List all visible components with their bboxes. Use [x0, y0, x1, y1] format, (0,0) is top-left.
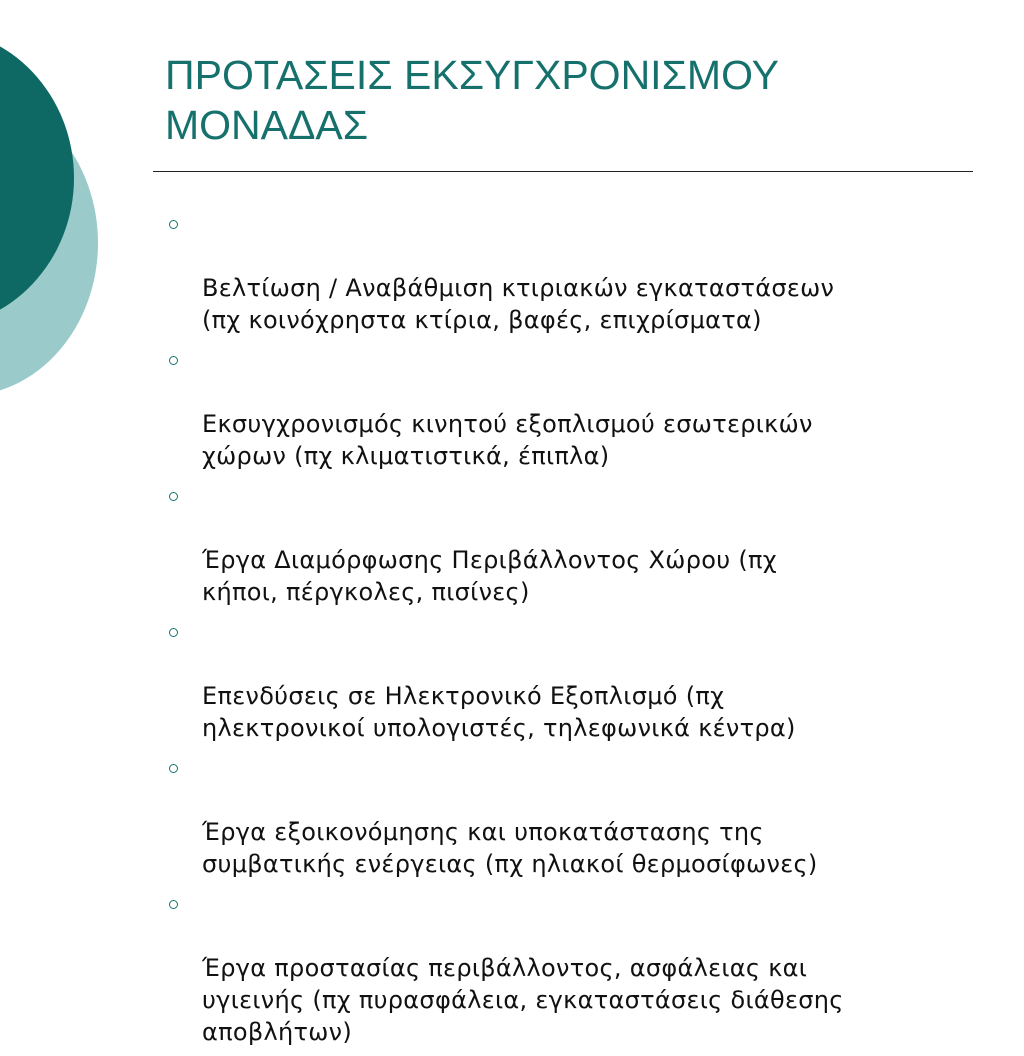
bullet-list [165, 208, 955, 1056]
bullet-item [165, 616, 955, 744]
bullet-circle-icon [169, 356, 178, 365]
bullet-circle-icon [169, 492, 178, 501]
bullet-text: Έργα Διαμόρφωσης Περιβάλλοντος Χώρου (πχ κήποι, πέργκολες, πισίνες) [202, 546, 777, 606]
bullet-item [165, 480, 955, 608]
bullet-text: Έργα εξοικονόμησης και υποκατάστασης της συμβατικής ενέργειας (πχ ηλιακοί θερμοσίφωνες) [202, 818, 818, 878]
bullet-text: Επενδύσεις σε Ηλεκτρονικό Εξοπλισμό (πχ ηλεκτρονικοί υπολογιστές, τηλεφωνικά κέντρα) [202, 682, 796, 742]
bullet-circle-icon [169, 764, 178, 773]
bullet-item [165, 344, 955, 472]
bullet-circle-icon [169, 628, 178, 637]
bullet-text: Εκσυγχρονισμός κινητού εξοπλισμού εσωτερικών χώρων (πχ κλιματιστικά, έπιπλα) [202, 410, 813, 470]
bullet-item [165, 888, 955, 1048]
title-divider [153, 171, 973, 172]
slide-title: ΠΡΟΤΑΣΕΙΣ ΕΚΣΥΓΧΡΟΝΙΣΜΟΥ ΜΟΝΑΔΑΣ [165, 52, 779, 148]
bullet-circle-icon [169, 900, 178, 909]
bullet-circle-icon [169, 220, 178, 229]
bullet-item [165, 208, 955, 336]
bullet-text: Βελτίωση / Αναβάθμιση κτιριακών εγκαταστάσεων (πχ κοινόχρηστα κτίρια, βαφές, επιχρίσματα) [202, 274, 835, 334]
bullet-item [165, 752, 955, 880]
bullet-text: Έργα προστασίας περιβάλλοντος, ασφάλειας και υγιεινής (πχ πυρασφάλεια, εγκαταστάσεις διάθεσης αποβλήτων) [202, 954, 844, 1046]
